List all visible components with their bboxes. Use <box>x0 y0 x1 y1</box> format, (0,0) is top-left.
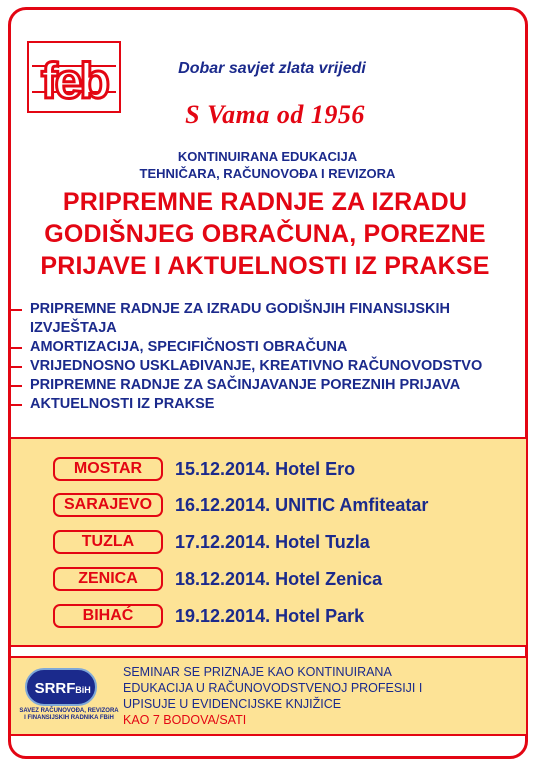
event-row-mostar <box>53 457 513 483</box>
feb-logo-text: feb <box>41 53 107 109</box>
dash-bullet <box>11 385 22 387</box>
dash-bullet <box>11 347 22 349</box>
event-schedule <box>9 437 528 647</box>
seminar-line-2: EDUKACIJA U RAČUNOVODSTVENOJ PROFESIJI I <box>123 681 423 695</box>
dash-bullet <box>11 366 22 368</box>
topic-list <box>8 300 528 414</box>
headline-line-2: GODIŠNJEG OBRAČUNA, POREZNE <box>44 220 486 248</box>
seminar-line-3: UPISUJE U EVIDENCIJSKE KNJIŽICE <box>123 697 342 711</box>
dash-bullet <box>11 404 22 406</box>
topic-item <box>8 357 510 376</box>
srrf-logo-suffix: BiH <box>75 685 91 695</box>
topic-item <box>8 338 510 357</box>
topic-item <box>8 300 510 338</box>
city-badge: MOSTAR <box>53 457 163 481</box>
event-details: 17.12.2014. Hotel Tuzla <box>175 532 370 552</box>
srrf-logo-text: SRRF <box>34 680 76 697</box>
since-1956: S Vama od 1956 <box>185 100 365 129</box>
srrf-subtitle <box>19 708 119 722</box>
topic-text: VRIJEDNOSNO USKLAĐIVANJE, KREATIVNO RAČUNOVODSTVO <box>30 358 483 374</box>
event-details: 18.12.2014. Hotel Zenica <box>175 569 383 589</box>
education-line-2: TEHNIČARA, RAČUNOVOĐA I REVIZORA <box>139 166 396 181</box>
topic-item <box>8 376 510 395</box>
city-badge: ZENICA <box>53 567 163 591</box>
event-row-tuzla <box>53 530 513 556</box>
education-heading <box>100 148 435 182</box>
topic-text: AKTUELNOSTI IZ PRAKSE <box>30 396 215 412</box>
topic-item <box>8 395 510 414</box>
city-badge: BIHAĆ <box>53 604 163 628</box>
topic-text: PRIPREMNE RADNJE ZA SAČINJAVANJE POREZNIH PRIJAVA <box>30 377 461 393</box>
seminar-points: KAO 7 BODOVA/SATI <box>123 713 247 727</box>
event-details: 15.12.2014. Hotel Ero <box>175 459 356 479</box>
headline <box>20 186 510 282</box>
feb-logo <box>18 38 126 116</box>
event-row-sarajevo <box>53 493 513 519</box>
event-details: 16.12.2014. UNITIC Amfiteatar <box>175 495 429 515</box>
city-badge: SARAJEVO <box>53 493 163 517</box>
srrf-subtitle-line-2: I FINANSIJSKIH RADNIKA FBiH <box>24 715 114 721</box>
dash-bullet <box>11 309 22 311</box>
headline-line-3: PRIJAVE I AKTUELNOSTI IZ PRAKSE <box>40 252 490 280</box>
topic-text: AMORTIZACIJA, SPECIFIČNOSTI OBRAČUNA <box>30 339 348 355</box>
headline-line-1: PRIPREMNE RADNJE ZA IZRADU <box>62 188 468 216</box>
slogan: Dobar savjet zlata vrijedi <box>178 60 366 77</box>
event-row-bihac <box>53 604 513 630</box>
seminar-text <box>123 664 523 728</box>
city-badge: TUZLA <box>53 530 163 554</box>
event-row-zenica <box>53 567 513 593</box>
srrf-logo <box>25 668 97 706</box>
srrf-subtitle-line-1: SAVEZ RAČUNOVOĐA, REVIZORA <box>19 708 119 714</box>
event-details: 19.12.2014. Hotel Park <box>175 606 365 626</box>
seminar-info-box <box>9 656 528 736</box>
topic-text: PRIPREMNE RADNJE ZA IZRADU GODIŠNJIH FINANSIJSKIH IZVJEŠTAJA <box>30 301 451 336</box>
education-line-1: KONTINUIRANA EDUKACIJA <box>177 149 358 164</box>
seminar-line-1: SEMINAR SE PRIZNAJE KAO KONTINUIRANA <box>123 665 392 679</box>
